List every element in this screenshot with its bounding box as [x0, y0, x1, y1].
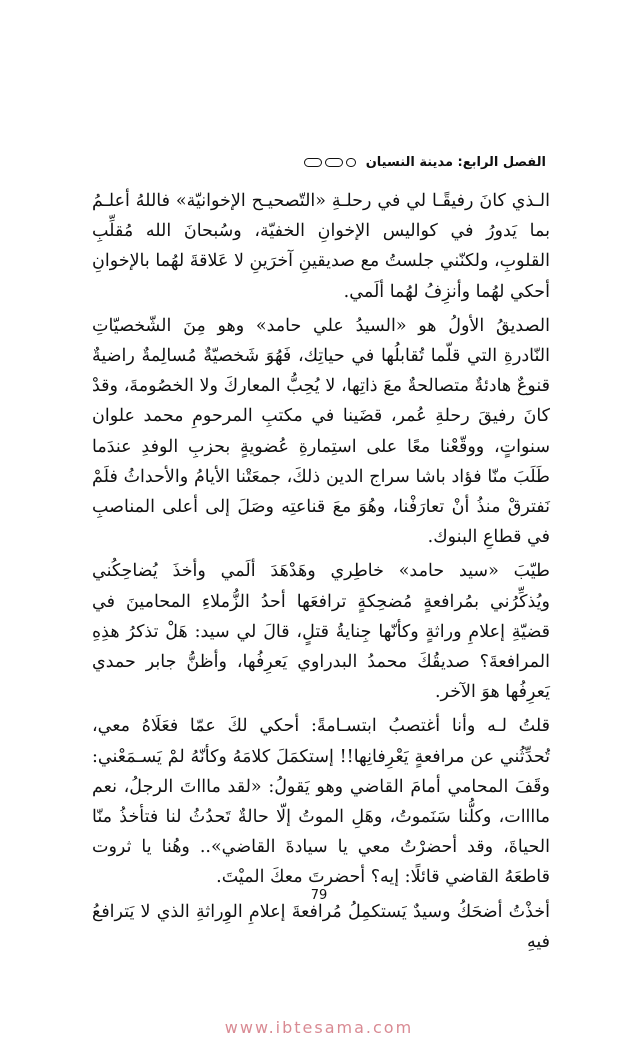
header-ornament	[304, 158, 356, 167]
paragraph: الـذي كانَ رفيقًـا لي في رحلـةِ «التّصحيـح الإخوانيّة» فاللهُ أعلـمُ بما يَدورُ في كواليس الإخوانِ الخفيّة، وسُبحانَ الله مُقلِّبِ القلوبِ، ولكنّني جلستُ مع صديقينِ آخرَينِ لا عَلاقةَ لهُما بالإخوانِ أحكي لهُما وأنزِفُ لهُما ألَمي.	[92, 191, 550, 302]
page-number: 79	[310, 888, 328, 903]
running-header	[96, 150, 546, 174]
chapter-title: الفصل الرابع: مدينة النسيان	[365, 154, 546, 170]
paragraph: أخذْتُ أضحَكُ وسيدٌ يَستكمِلُ مُرافعةَ إعلامِ الوِراثةِ الذي لا يَترافعُ فيهِ	[92, 901, 550, 952]
ornament-oval	[325, 158, 343, 167]
ornament-oval	[304, 158, 322, 167]
paragraph: طيّبَ «سيد حامد» خاطِري وهَدْهَدَ ألَمي وأخذَ يُضاحِكُني ويُذكِّرُني بمُرافعةٍ مُضحِكةٍ ترافعَها أحدُ الزُّملاءِ المحامينَ في قضيّةِ إعلامِ وراثةٍ وكأنّها جِنايةُ قتلٍ، قالَ لي سيد: هَلْ تذكرُ هذِهِ المرافعةَ؟ صديقُكَ محمدُ البدراوي يَعرِفُها، وأظنُّ جابر حمدي يَعرِفُها هوَ الآخر.	[92, 561, 550, 703]
paragraph: قلتُ لـه وأنا أغتصبُ ابتسـامةً: أحكي لكَ عمّا فعَلَاهُ معي، تُحدِّثُني عن مرافعةٍ يَعْرِفانِها!! إستكمَلَ كلامَهُ وكأنّهُ لمْ يَسـمَعْني: وقَفَ المحامي أمامَ القاضي وهو يَقولُ: «لقد ماااتَ الرجلُ، نعم ماااات، وكلُّنا سَنَموتُ، وهَلِ الموتُ إلّا حالةٌ تَحدُثُ لنا فتأخذُ منّا الحياةَ، وقد أحضرْتُ معي يا سيادةَ القاضي».. وهُنا يا ثروت قاطعَهُ القاضي قائلًا: إيه؟ أحضرتَ معكَ الميْتَ.	[92, 716, 550, 888]
watermark: www.ibtesama.com	[224, 1018, 414, 1037]
ornament-oval	[346, 158, 356, 167]
paragraph: الصديقُ الأولُ هو «السيدُ علي حامد» وهو مِنَ الشّخصيّاتِ النّادرةِ التي قلّما تُقابلُها في حياتِك، فَهُوَ شَخصيّةٌ مُسالِمةٌ راضيةٌ قنوعٌ هادئةٌ متصالحةٌ معَ ذاتِها، لا يُحِبُّ المعاركَ ولا الخصُومةَ، وقدْ كانَ رفيقَ رحلةِ عُمر، قضَينا في مكتبِ المرحومِ محمد علوان سنواتٍ، ووقّعْنا معًا على استِمارةِ عُضويةٍ بحزبِ الوفدِ عندَما طَلَبَ منّا فؤاد باشا سراج الدين ذلكَ، جمعَتْنا الأيامُ والأحداثُ فلَمْ نَفترقْ منذُ أنْ تعارَفْنا، وهُوَ معَ قناعتِه وصَلَ إلى أعلى المناصبِ في قطاعِ البنوك.	[92, 315, 550, 548]
body-text	[92, 186, 550, 961]
